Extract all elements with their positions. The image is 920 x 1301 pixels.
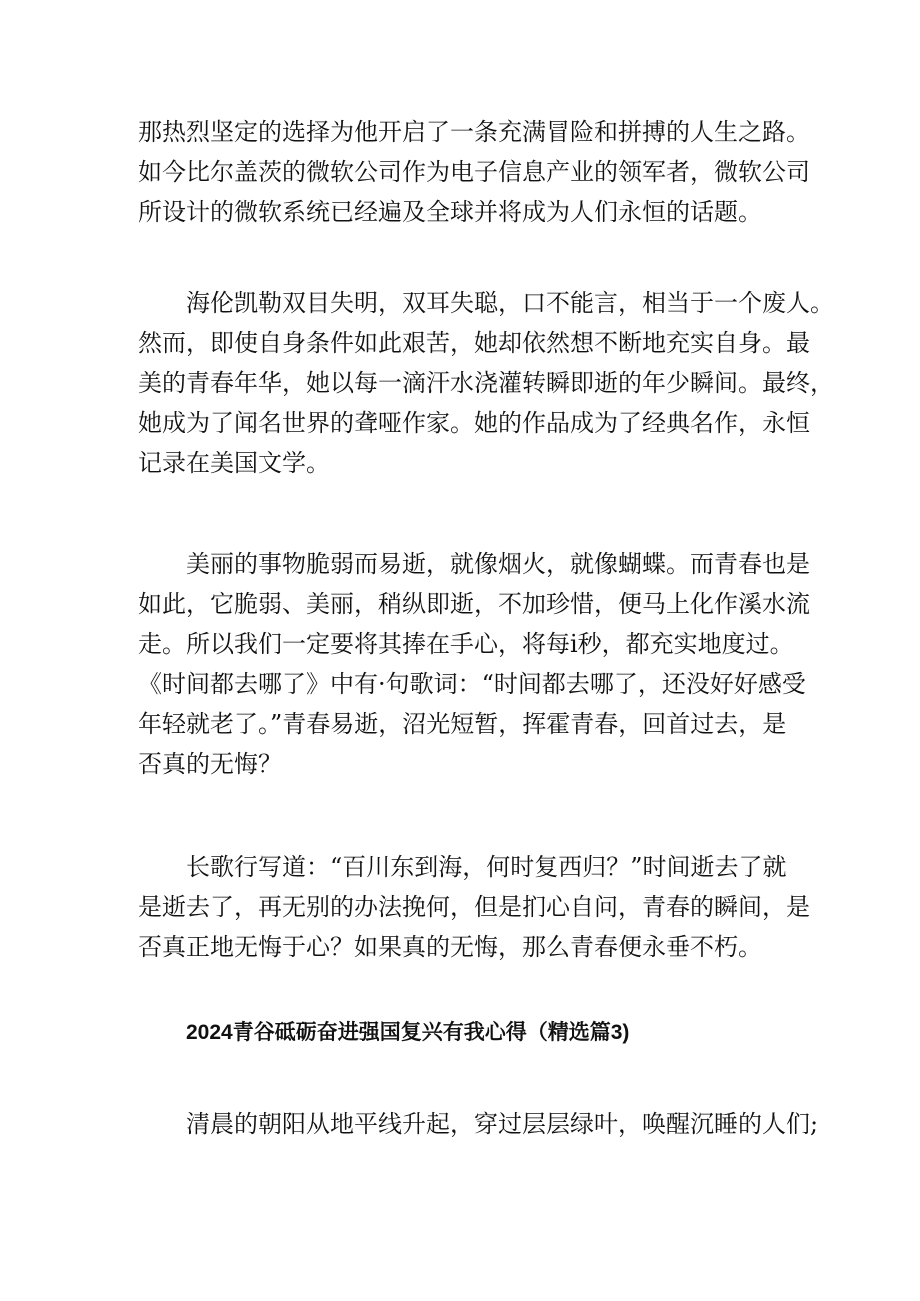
text-line: 《时间都去哪了》中有·句歌词：“时间都去哪了，还没好好感受 bbox=[138, 670, 806, 698]
text-line: 如今比尔盖茨的微软公司作为电子信息产业的领军者，微软公司 bbox=[138, 158, 810, 186]
paragraph-morning-sun bbox=[138, 1104, 819, 1144]
paragraph-changgexing bbox=[138, 847, 810, 967]
text-line: 如此，它脆弱、美丽，稍纵即逝，不加珍惜，便马上化作溪水流 bbox=[138, 590, 810, 618]
paragraph-helen-keller bbox=[138, 283, 834, 483]
text-line: 所设计的微软系统已经遍及全球并将成为人们永恒的话题。 bbox=[138, 198, 762, 226]
paragraph-youth-fleeting bbox=[138, 544, 810, 784]
text-line: 否真的无悔？ bbox=[138, 750, 282, 778]
text-line: 清晨的朝阳从地平线升起，穿过层层绿叶，唤醒沉睡的人们; bbox=[186, 1110, 819, 1138]
text-line: 那热烈坚定的选择为他开启了一条充满冒险和拼搏的人生之路。 bbox=[138, 118, 810, 146]
text-line: 记录在美国文学。 bbox=[138, 449, 330, 477]
text-line: 走。所以我们一定要将其捧在手心，将每i秒，都充实地度过。 bbox=[138, 630, 794, 658]
text-line: 否真正地无悔于心？如果真的无悔，那么青春便永垂不朽。 bbox=[138, 933, 762, 961]
text-line: 然而，即使自身条件如此艰苦，她却依然想不断地充实自身。最 bbox=[138, 329, 810, 357]
text-line: 她成为了闻名世界的聋哑作家。她的作品成为了经典名作，永恒 bbox=[138, 409, 810, 437]
section-heading: 2024青谷砥砺奋进强国复兴有我心得（精选篇3) bbox=[186, 1021, 630, 1044]
text-line: 美丽的事物脆弱而易逝，就像烟火，就像蝴蝶。而青春也是 bbox=[186, 550, 810, 578]
text-line: 长歌行写道：“百川东到海，何时复西归？”时间逝去了就 bbox=[186, 853, 787, 881]
text-line: 美的青春年华，她以每一滴汗水浇灌转瞬即逝的年少瞬间。最终， bbox=[138, 369, 834, 397]
text-line: 是逝去了，再无别的办法挽何，但是扪心自问，青春的瞬间，是 bbox=[138, 893, 810, 921]
paragraph-bill-gates bbox=[138, 112, 810, 232]
text-line: 海伦凯勒双目失明，双耳失聪，口不能言，相当于一个废人。 bbox=[186, 289, 834, 317]
text-line: 年轻就老了。”青春易逝，沼光短暂，挥霍青春，回首过去，是 bbox=[138, 710, 787, 738]
